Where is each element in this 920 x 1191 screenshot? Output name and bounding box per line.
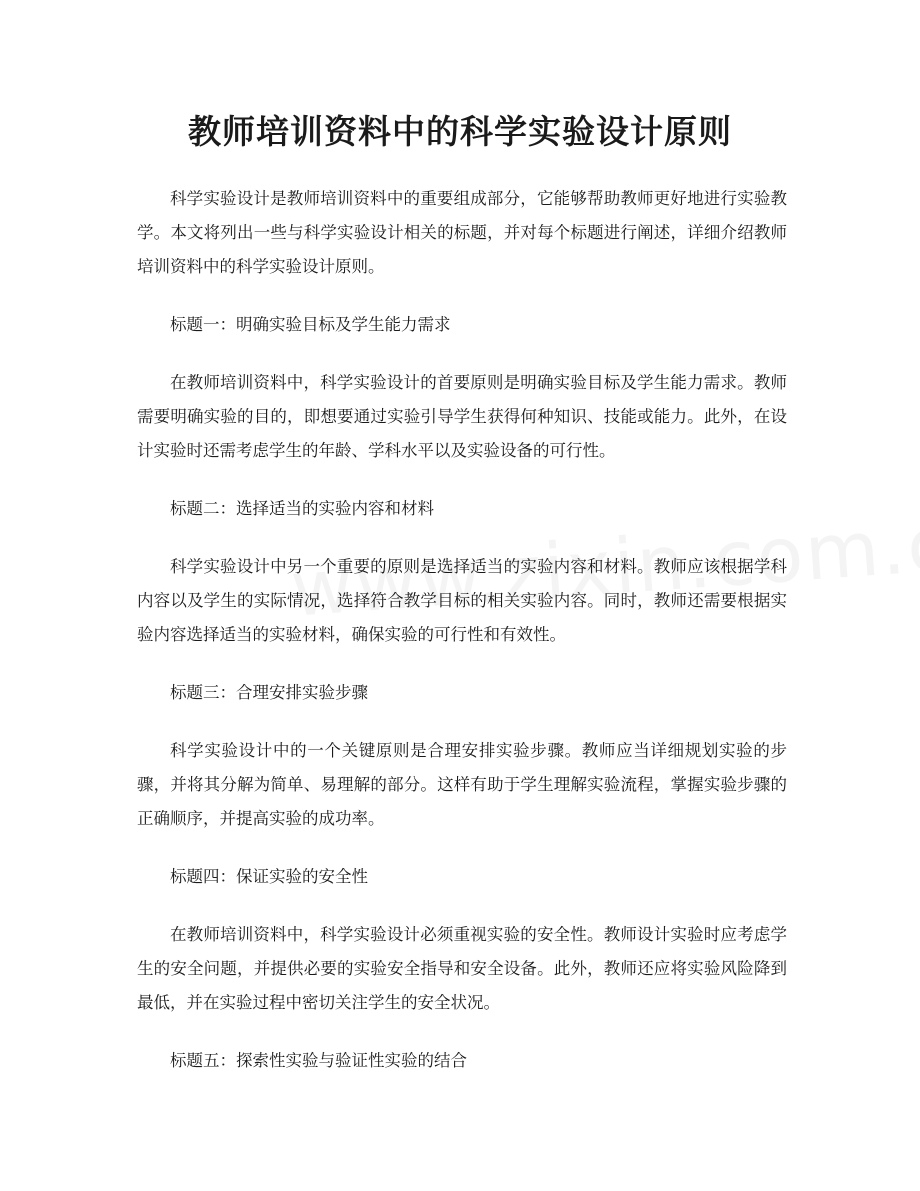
section-body-1: 在教师培训资料中，科学实验设计的首要原则是明确实验目标及学生能力需求。教师需要明确实验的目的，即想要通过实验引导学生获得何种知识、技能或能力。此外，在设计实验时还需考虑学生的年龄、学科水平以及实验设备的可行性。	[137, 373, 787, 460]
document-title: 教师培训资料中的科学实验设计原则	[188, 112, 732, 151]
section-heading-4: 标题四：保证实验的安全性	[170, 867, 368, 886]
intro-paragraph: 科学实验设计是教师培训资料中的重要组成部分，它能够帮助教师更好地进行实验教学。本文将列出一些与科学实验设计相关的标题，并对每个标题进行阐述，详细介绍教师培训资料中的科学实验设计原则。	[137, 189, 787, 276]
section-heading-1: 标题一：明确实验目标及学生能力需求	[170, 315, 451, 334]
section-heading-5: 标题五：探索性实验与验证性实验的结合	[170, 1051, 467, 1070]
section-body-3: 科学实验设计中的一个关键原则是合理安排实验步骤。教师应当详细规划实验的步骤，并将其分解为简单、易理解的部分。这样有助于学生理解实验流程，掌握实验步骤的正确顺序，并提高实验的成功率。	[137, 741, 787, 828]
section-heading-2: 标题二：选择适当的实验内容和材料	[170, 499, 434, 518]
section-body-4: 在教师培训资料中，科学实验设计必须重视实验的安全性。教师设计实验时应考虑学生的安全问题，并提供必要的实验安全指导和安全设备。此外，教师还应将实验风险降到最低，并在实验过程中密切关注学生的安全状况。	[137, 925, 787, 1012]
section-body-2: 科学实验设计中另一个重要的原则是选择适当的实验内容和材料。教师应该根据学科内容以及学生的实际情况，选择符合教学目标的相关实验内容。同时，教师还需要根据实验内容选择适当的实验材料，确保实验的可行性和有效性。	[137, 557, 787, 644]
document-body	[137, 182, 787, 1102]
section-heading-3: 标题三：合理安排实验步骤	[170, 683, 368, 702]
